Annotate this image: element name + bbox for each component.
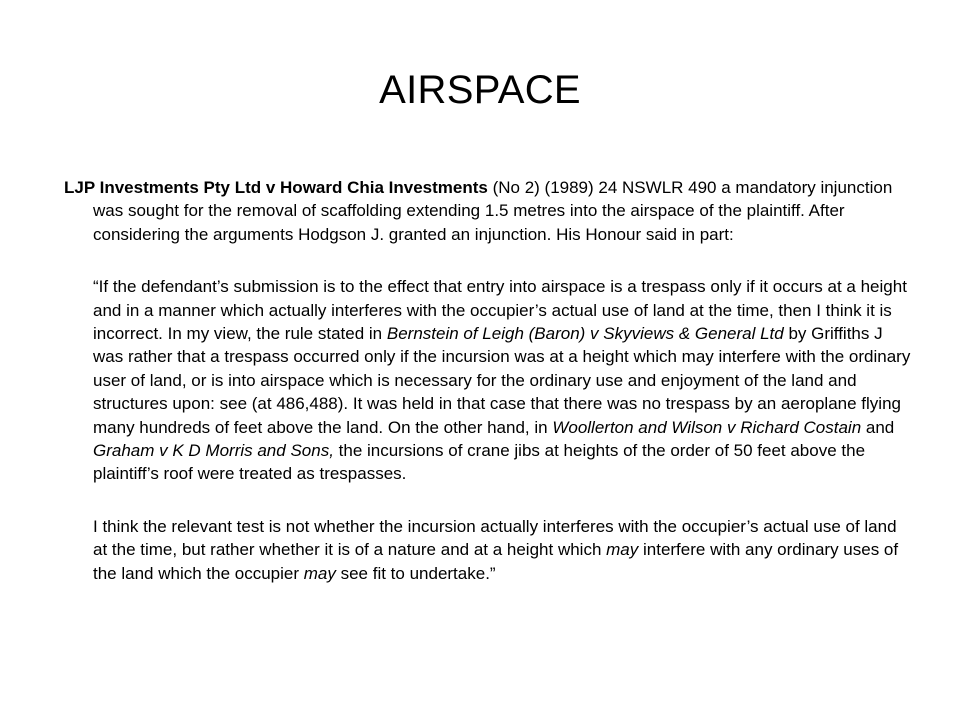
quote1-text-3: and (861, 417, 895, 437)
quote1-text-1: “If the defendant’s submission is to the effect that entry into airspace is a trespass only if it occurs at a height and in a manner which actually interferes with the occupier’s actual use of land at the time, then I think it is incorrect. In my view, the rule stated in (93, 277, 907, 344)
quote2-text-1: I think the relevant test is not whether the incursion actually interferes with the occupier’s actual use of land at the time, but rather whether it is of a nature and at a height which (93, 516, 897, 560)
quote1-case-woollerton: Woollerton and Wilson v Richard Costain (552, 417, 862, 437)
quote1-case-graham: Graham v K D Morris and Sons, (93, 441, 334, 461)
quote2-emphasis-may-2: may (303, 563, 336, 583)
case-name: LJP Investments Pty Ltd v Howard Chia Investments (64, 178, 488, 197)
quote1-text-2: by Griffiths J was rather that a trespass occurred only if the incursion was at a height which may interfere with the ordinary user of land, or is into airspace which is necessary for the ordinary use and enjoyment of the land and structures upon: see (at 486,488). It was held in that case that there was no trespass by an aeroplane flying many hundreds of feet above the land. On the other hand, in (93, 324, 911, 437)
quote1-text-4: the incursions of crane jibs at heights of the order of 50 feet above the plaintiff’s roof were treated as trespasses. (93, 441, 866, 484)
quote2-emphasis-may-1: may (606, 540, 639, 560)
quote-paragraph-1 (64, 275, 912, 486)
case-description: (No 2) (1989) 24 NSWLR 490 a mandatory injunction was sought for the removal of scaffolding extending 1.5 metres into the airspace of the plaintiff. After considering the arguments Hodgson J. granted an injunction. His Honour said in part: (93, 178, 893, 244)
slide-body (64, 176, 912, 585)
quote1-case-bernstein: Bernstein of Leigh (Baron) v Skyviews & General Ltd (386, 324, 784, 344)
quote2-text-2: interfere with any ordinary uses of the land which the occupier (93, 540, 899, 583)
case-paragraph (64, 176, 912, 246)
slide-title: AIRSPACE (379, 68, 581, 112)
quote2-text-3: see fit to undertake.” (335, 563, 496, 583)
quote-paragraph-2 (64, 515, 912, 585)
